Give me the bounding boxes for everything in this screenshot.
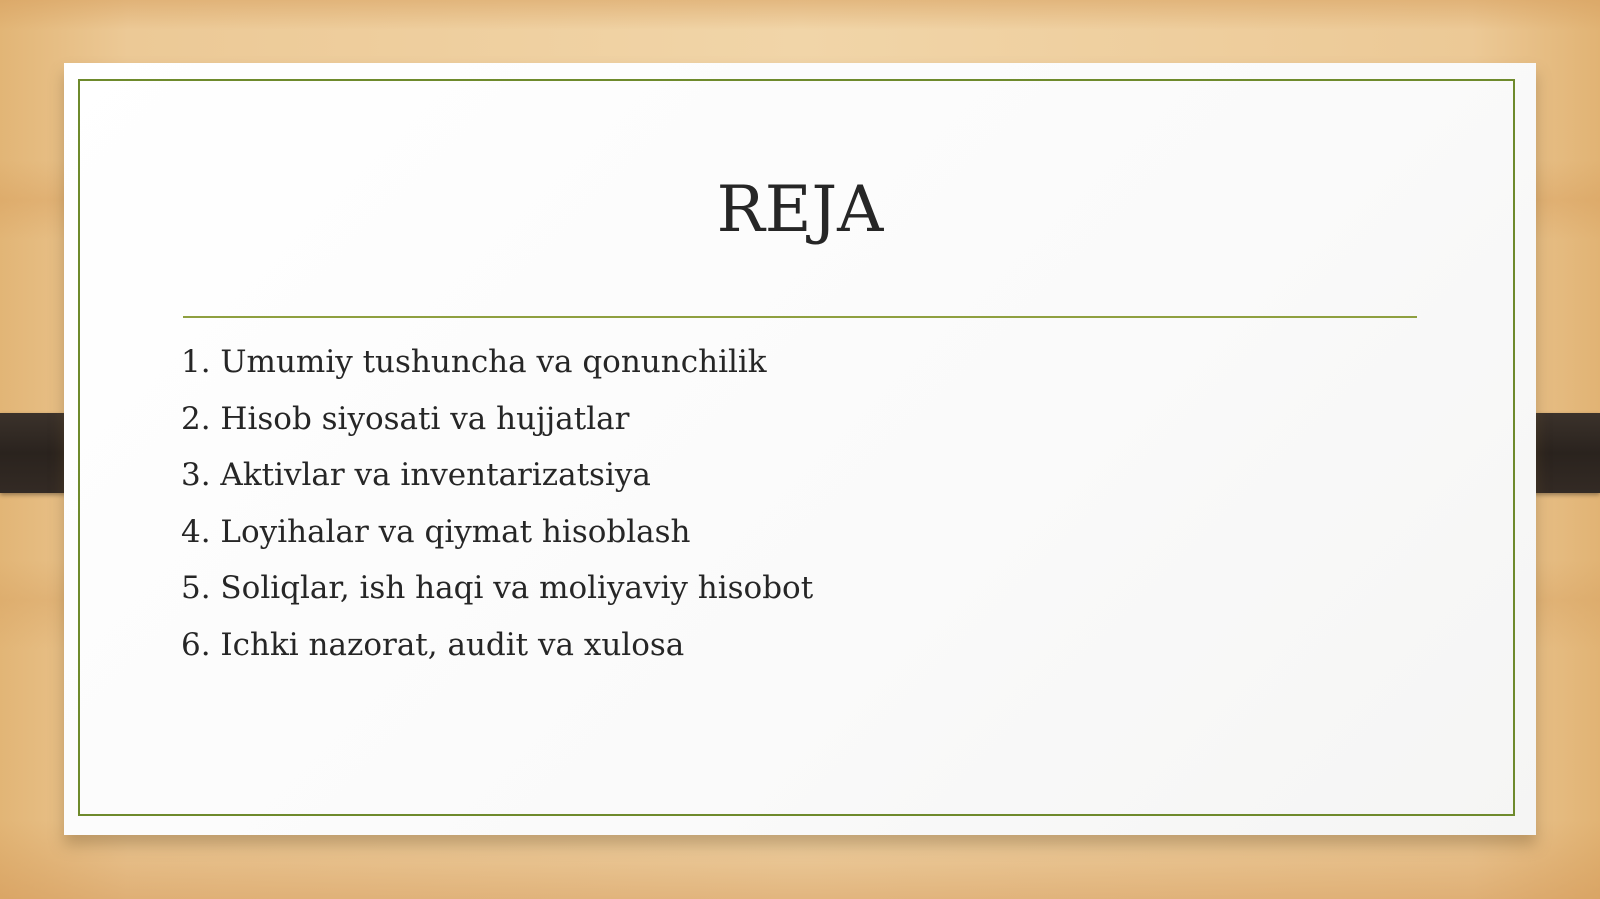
- agenda-list: [181, 340, 813, 680]
- agenda-item-3: 3. Aktivlar va inventarizatsiya: [181, 457, 651, 494]
- agenda-item-4: 4. Loyihalar va qiymat hisoblash: [181, 513, 691, 550]
- agenda-item-5: 5. Soliqlar, ish haqi va moliyaviy hisobot: [181, 570, 814, 607]
- agenda-item-1: 1. Umumiy tushuncha va qonunchilik: [181, 344, 767, 380]
- title-divider: [183, 316, 1417, 318]
- agenda-item-6: 6. Ichki nazorat, audit va xulosa: [181, 626, 685, 663]
- agenda-item-2: 2. Hisob siyosati va hujjatlar: [181, 400, 630, 437]
- slide-title: REJA: [716, 173, 884, 247]
